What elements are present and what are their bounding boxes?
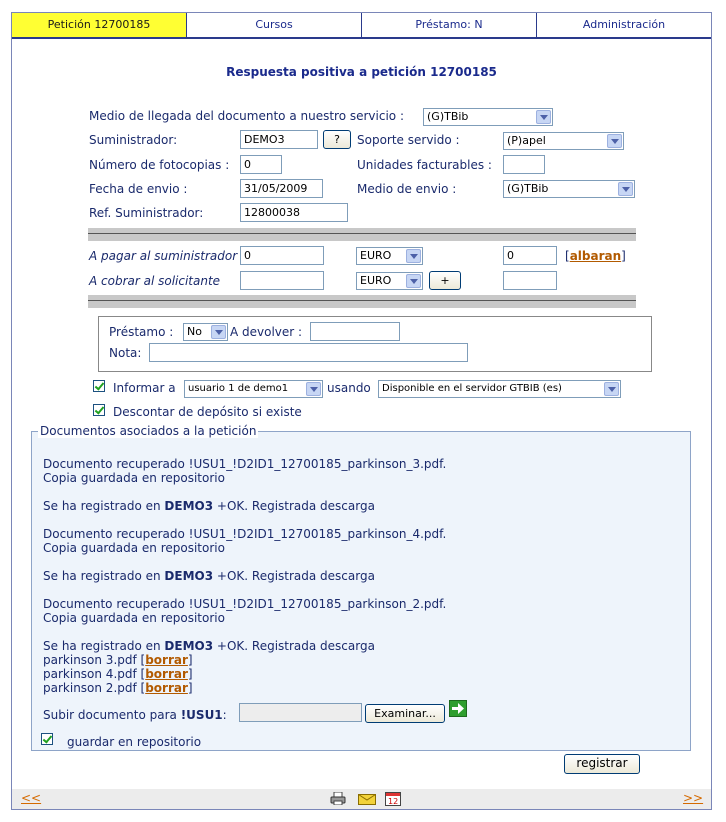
soporte-value: (P)apel (507, 134, 546, 147)
doc-registered-suffix: +OK. Registrada descarga (213, 499, 375, 513)
upload-arrow-icon[interactable] (449, 700, 467, 717)
cobrar-input[interactable] (240, 271, 324, 290)
usando-select[interactable] (378, 380, 621, 398)
informar-checkbox[interactable] (93, 380, 105, 392)
soporte-select[interactable] (503, 132, 624, 150)
documents-fieldset (31, 424, 691, 751)
doc-registered-prefix: Se ha registrado en (43, 639, 165, 653)
doc-registered-suffix: +OK. Registrada descarga (213, 639, 375, 653)
doc-registered-prefix: Se ha registrado en (43, 569, 165, 583)
nota-label: Nota: (109, 346, 142, 360)
file-path-input[interactable] (239, 703, 362, 722)
albaran-link[interactable]: albaran (569, 249, 622, 263)
prev-link[interactable]: << (21, 791, 42, 805)
informar-label: Informar a (113, 381, 176, 395)
file-item: parkinson 4.pdf [borrar] (43, 667, 193, 681)
doc-saved-line: Copia guardada en repositorio (43, 611, 225, 625)
fotocopias-input[interactable]: 0 (240, 155, 282, 174)
file-item: parkinson 3.pdf [borrar] (43, 653, 193, 667)
tab-prestamo[interactable]: Préstamo: N (362, 13, 537, 37)
descontar-label: Descontar de depósito si existe (113, 405, 302, 419)
file-name: parkinson 3.pdf (43, 653, 137, 667)
medio-llegada-label: Medio de llegada del documento a nuestro servicio : (89, 109, 404, 123)
doc-registered-server: DEMO3 (164, 639, 214, 653)
doc-registered-line (43, 569, 375, 583)
next-link[interactable]: >> (683, 791, 704, 805)
suministrador-label: Suministrador: (89, 133, 178, 147)
doc-registered-line (43, 639, 375, 653)
prestamo-select[interactable] (183, 323, 228, 341)
devolver-label: A devolver : (230, 325, 303, 339)
doc-saved-line: Copia guardada en repositorio (43, 471, 225, 485)
file-item: parkinson 2.pdf [borrar] (43, 681, 193, 695)
ref-label: Ref. Suministrador: (89, 206, 204, 220)
chevron-down-icon (211, 325, 226, 339)
prestamo-label: Préstamo : (109, 325, 174, 339)
arrow-right-icon (450, 701, 466, 716)
unidades-label: Unidades facturables : (357, 158, 492, 172)
mail-icon[interactable] (358, 792, 374, 805)
chevron-down-icon (536, 110, 551, 124)
medio-llegada-select[interactable] (423, 108, 553, 126)
help-button[interactable]: ? (323, 130, 351, 149)
suministrador-input[interactable]: DEMO3 (240, 130, 318, 149)
medio-llegada-value: (G)TBib (427, 110, 469, 123)
chevron-down-icon (604, 382, 619, 396)
cobrar-label: A cobrar al solicitante (89, 274, 221, 288)
doc-recovered-line: Documento recuperado !USU1_!D2ID1_12700185_parkinson_3.pdf. (43, 457, 447, 471)
tab-peticion[interactable]: Petición 12700185 (12, 13, 187, 37)
cobrar-units-input[interactable] (503, 271, 557, 290)
doc-recovered-line: Documento recuperado !USU1_!D2ID1_12700185_parkinson_2.pdf. (43, 597, 447, 611)
tab-cursos[interactable]: Cursos (187, 13, 362, 37)
fecha-input[interactable]: 31/05/2009 (240, 179, 323, 198)
informar-select[interactable] (184, 380, 323, 398)
chevron-down-icon (607, 134, 622, 148)
page-title: Respuesta positiva a petición 12700185 (226, 65, 497, 79)
pagar-input[interactable]: 0 (240, 246, 324, 265)
informar-value: usuario 1 de demo1 (188, 383, 289, 394)
medio-envio-select[interactable] (503, 180, 635, 198)
fecha-label: Fecha de envio : (89, 182, 188, 196)
ref-input[interactable]: 12800038 (240, 203, 348, 222)
documents-legend: Documentos asociados a la petición (40, 424, 257, 438)
pagar-units-input[interactable]: 0 (503, 246, 557, 265)
chevron-down-icon (306, 382, 321, 396)
soporte-label: Soporte servido : (357, 133, 460, 147)
delete-file-link[interactable]: borrar (145, 681, 188, 695)
devolver-input[interactable] (310, 322, 400, 341)
upload-user: !USU1 (180, 708, 223, 722)
upload-label (43, 708, 227, 722)
delete-file-link[interactable]: borrar (145, 667, 188, 681)
doc-registered-server: DEMO3 (164, 569, 214, 583)
albaran-link-wrapper: [albaran] (565, 249, 626, 263)
descontar-checkbox[interactable] (93, 404, 105, 416)
registrar-button[interactable]: registrar (564, 754, 640, 774)
chevron-down-icon (618, 182, 633, 196)
doc-registered-line (43, 499, 375, 513)
nota-input[interactable] (149, 343, 468, 362)
add-charge-button[interactable]: + (429, 271, 461, 290)
guardar-label: guardar en repositorio (67, 735, 202, 749)
divider-bar (88, 295, 636, 308)
pagar-currency-value: EURO (360, 249, 392, 262)
doc-registered-server: DEMO3 (164, 499, 214, 513)
print-icon[interactable] (330, 792, 346, 805)
doc-registered-prefix: Se ha registrado en (43, 499, 165, 513)
tab-administracion[interactable]: Administración (537, 13, 711, 37)
prestamo-value: No (187, 325, 202, 338)
unidades-input[interactable] (503, 155, 545, 174)
examinar-button[interactable]: Examinar... (365, 704, 445, 723)
svg-text:12: 12 (388, 797, 399, 806)
file-name: parkinson 4.pdf (43, 667, 137, 681)
guardar-checkbox[interactable] (41, 733, 53, 745)
main-frame (11, 12, 712, 810)
usando-value: Disponible en el servidor GTBIB (es) (382, 383, 562, 394)
medio-envio-label: Medio de envio : (357, 182, 457, 196)
file-name: parkinson 2.pdf (43, 681, 137, 695)
doc-registered-suffix: +OK. Registrada descarga (213, 569, 375, 583)
doc-recovered-line: Documento recuperado !USU1_!D2ID1_12700185_parkinson_4.pdf. (43, 527, 447, 541)
footer-bar (12, 789, 711, 809)
medio-envio-value: (G)TBib (507, 182, 549, 195)
chevron-down-icon (406, 249, 421, 263)
delete-file-link[interactable]: borrar (145, 653, 188, 667)
loan-box (98, 316, 652, 372)
doc-saved-line: Copia guardada en repositorio (43, 541, 225, 555)
chevron-down-icon (406, 274, 421, 288)
cobrar-currency-select[interactable] (356, 272, 423, 290)
upload-prefix: Subir documento para (43, 708, 181, 722)
divider-bar (88, 228, 636, 241)
pagar-currency-select[interactable] (356, 247, 423, 265)
pagar-label: A pagar al suministrador (89, 249, 238, 263)
cobrar-currency-value: EURO (360, 274, 392, 287)
usando-label: usando (327, 381, 371, 395)
calendar-icon[interactable] (385, 792, 401, 805)
fotocopias-label: Número de fotocopias : (89, 158, 230, 172)
tab-bar (12, 13, 711, 39)
upload-suffix: : (222, 708, 227, 722)
